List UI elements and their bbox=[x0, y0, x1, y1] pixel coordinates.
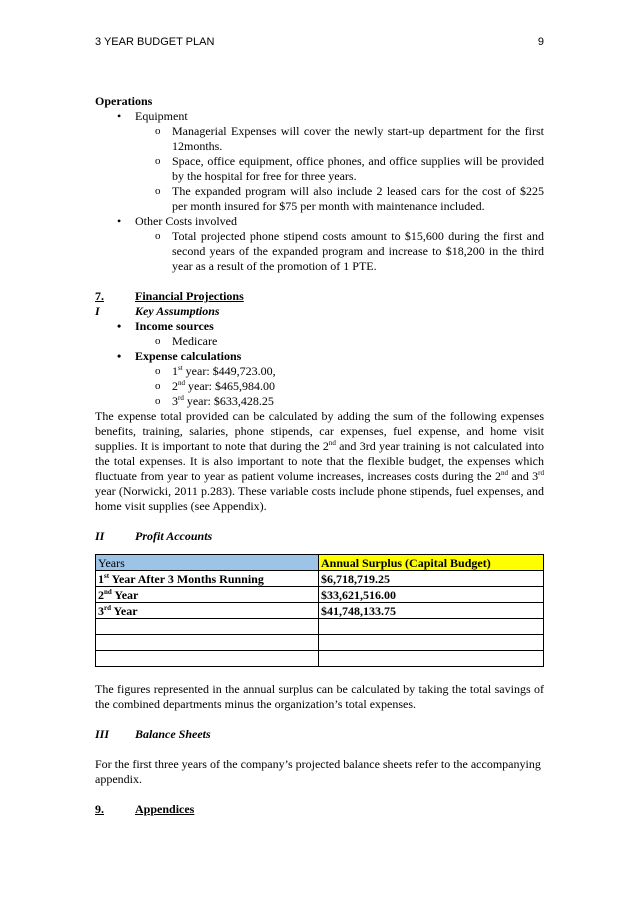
section-financial-projections bbox=[95, 289, 544, 304]
table-row bbox=[96, 603, 544, 619]
circle-bullet-icon bbox=[155, 154, 161, 169]
bullet-other-costs bbox=[95, 214, 544, 229]
surplus-cell: $33,621,516.00 bbox=[319, 587, 544, 603]
sub-item-text: Managerial Expenses will cover the newly start-up department for the first 12months. bbox=[172, 124, 544, 153]
sub-item bbox=[95, 379, 544, 394]
ordinal-suffix: nd bbox=[104, 587, 112, 596]
empty-cell bbox=[319, 619, 544, 635]
sub-item bbox=[95, 124, 544, 154]
empty-table-row bbox=[96, 635, 544, 651]
subsection-title: Profit Accounts bbox=[135, 529, 213, 543]
sub-item-text: The expanded program will also include 2 leased cars for the cost of $225 per month insured for $75 per month with maintenance included. bbox=[172, 184, 544, 213]
bullet-label: Other Costs involved bbox=[135, 214, 237, 228]
page-body bbox=[95, 94, 544, 817]
bullet-marker bbox=[117, 109, 121, 124]
subsection-title: Key Assumptions bbox=[135, 304, 220, 318]
section-number: 7. bbox=[95, 289, 104, 303]
year-label: Year After 3 Months Running bbox=[109, 571, 264, 586]
bullet-income-sources bbox=[95, 319, 544, 334]
ordinal-number: 3 bbox=[172, 394, 178, 408]
sub-item bbox=[95, 394, 544, 409]
page-number: 9 bbox=[537, 36, 544, 48]
expense-paragraph bbox=[95, 409, 544, 514]
sub-item-text: year: $449,723.00, bbox=[182, 364, 276, 378]
table-row bbox=[96, 571, 544, 587]
bullet-equipment bbox=[95, 109, 544, 124]
bullet-label: Income sources bbox=[135, 319, 214, 333]
bullet-expense-calculations bbox=[95, 349, 544, 364]
circle-bullet-icon bbox=[155, 184, 161, 199]
sub-item-text: year: $633,428.25 bbox=[183, 394, 274, 408]
ordinal-suffix: rd bbox=[104, 603, 111, 612]
ordinal-suffix: rd bbox=[178, 394, 184, 402]
subsection-numeral: I bbox=[95, 304, 100, 318]
surplus-cell: $6,718,719.25 bbox=[319, 571, 544, 587]
year-cell bbox=[96, 587, 319, 603]
paragraph-text: The expense total provided can be calculated by adding the sum of the following expenses benefits, training, salaries, phone stipends, car expenses, fuel expense, and home visit supplies. It is important to note that during the 2 bbox=[95, 409, 544, 453]
ordinal-suffix: st bbox=[178, 364, 183, 372]
circle-bullet-icon bbox=[155, 364, 161, 379]
ordinal-number: 2 bbox=[98, 587, 104, 602]
subsection-balance-sheets bbox=[95, 727, 544, 742]
subsection-numeral: III bbox=[95, 727, 110, 741]
surplus-note: The figures represented in the annual surplus can be calculated by taking the total savings of the combined departments minus the organization’s total expenses. bbox=[95, 682, 544, 711]
profit-table bbox=[95, 554, 544, 667]
ordinal-number: 2 bbox=[172, 379, 178, 393]
ordinal-suffix: nd bbox=[178, 379, 185, 387]
ordinal-suffix: nd bbox=[328, 439, 336, 447]
circle-bullet-icon bbox=[155, 124, 161, 139]
bullet-label: Expense calculations bbox=[135, 349, 242, 363]
sub-item bbox=[95, 154, 544, 184]
empty-cell bbox=[96, 651, 319, 667]
sub-item-text: Medicare bbox=[172, 334, 218, 348]
circle-bullet-icon bbox=[155, 394, 161, 409]
bullet-marker bbox=[117, 214, 121, 229]
sub-item-text: year: $465,984.00 bbox=[185, 379, 275, 393]
sub-item-text: Space, office equipment, office phones, and office supplies will be provided by the hospital for free for three years. bbox=[172, 154, 544, 183]
paragraph-text: year (Norwicki, 2011 p.283). These variable costs include phone stipends, fuel expenses, and home visit supplies (see Appendix). bbox=[95, 484, 544, 513]
balance-text: For the first three years of the company’s projected balance sheets refer to the accompanying appendix. bbox=[95, 757, 541, 786]
page-header bbox=[95, 36, 544, 48]
sub-item bbox=[95, 229, 544, 274]
header-title: 3 YEAR BUDGET PLAN bbox=[95, 36, 215, 48]
ordinal-number: 3 bbox=[98, 603, 104, 618]
table-row bbox=[96, 587, 544, 603]
paragraph-text: and 3 bbox=[507, 469, 539, 483]
subsection-numeral: II bbox=[95, 529, 105, 543]
header-cell-surplus: Annual Surplus (Capital Budget) bbox=[319, 555, 544, 571]
operations-heading: Operations bbox=[95, 94, 153, 108]
sub-item bbox=[95, 364, 544, 379]
empty-cell bbox=[319, 651, 544, 667]
year-cell bbox=[96, 603, 319, 619]
empty-cell bbox=[96, 635, 319, 651]
bullet-label: Equipment bbox=[135, 109, 188, 123]
year-cell bbox=[96, 571, 319, 587]
subsection-title: Balance Sheets bbox=[135, 727, 211, 741]
sub-item bbox=[95, 184, 544, 214]
year-label: Year bbox=[111, 587, 139, 602]
subsection-key-assumptions bbox=[95, 304, 544, 319]
circle-bullet-icon bbox=[155, 229, 161, 244]
section-appendices bbox=[95, 802, 544, 817]
circle-bullet-icon bbox=[155, 334, 161, 349]
surplus-cell: $41,748,133.75 bbox=[319, 603, 544, 619]
circle-bullet-icon bbox=[155, 379, 161, 394]
ordinal-number: 1 bbox=[172, 364, 178, 378]
bullet-marker bbox=[117, 349, 121, 364]
empty-table-row bbox=[96, 651, 544, 667]
section-number: 9. bbox=[95, 802, 104, 816]
section-title: Financial Projections bbox=[135, 289, 244, 303]
section-title: Appendices bbox=[135, 802, 195, 816]
ordinal-suffix: nd bbox=[500, 469, 508, 477]
bullet-marker bbox=[117, 319, 121, 334]
header-cell-years: Years bbox=[96, 555, 319, 571]
empty-cell bbox=[319, 635, 544, 651]
ordinal-number: 1 bbox=[98, 571, 104, 586]
sub-item bbox=[95, 334, 544, 349]
paragraph-text: and 3rd year training is not calculated into the total expenses. It is also important to note that the flexible budget, the expenses which fluctuate from year to year as patient volume increases, increases costs during the 2 bbox=[95, 439, 544, 483]
empty-cell bbox=[96, 619, 319, 635]
ordinal-suffix: rd bbox=[538, 469, 544, 477]
year-label: Year bbox=[111, 603, 138, 618]
empty-table-row bbox=[96, 619, 544, 635]
subsection-profit-accounts bbox=[95, 529, 544, 544]
sub-item-text: Total projected phone stipend costs amount to $15,600 during the first and second years of the expanded program and increase to $18,200 in the third year as a result of the promotion of 1 PTE. bbox=[172, 229, 544, 273]
ordinal-suffix: st bbox=[104, 571, 110, 580]
table-header-row bbox=[96, 555, 544, 571]
